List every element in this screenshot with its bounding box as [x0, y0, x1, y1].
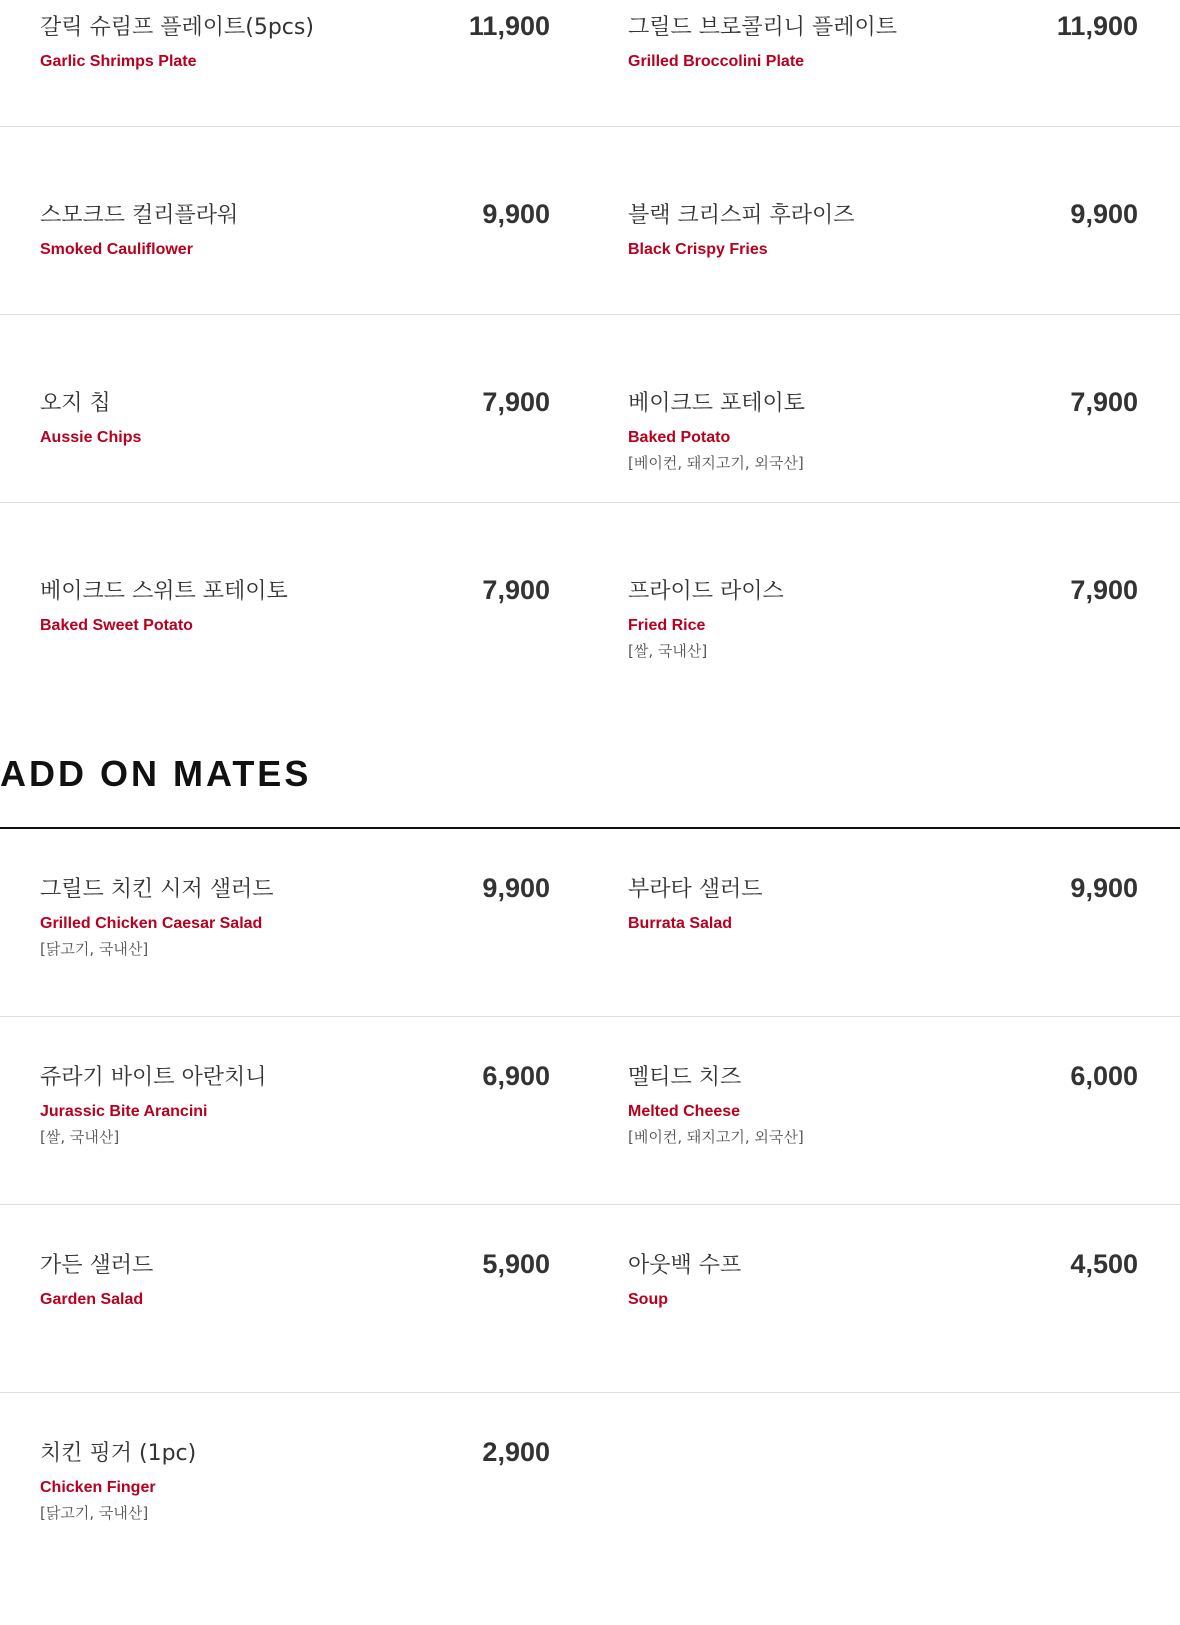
menu-item-name-en: Garden Salad — [40, 1291, 144, 1308]
menu-item-name-ko: 오지 칩 — [40, 391, 111, 416]
menu-item-name-ko: 프라이드 라이스 — [628, 579, 784, 604]
menu-item-origin: [쌀, 국내산] — [40, 1128, 120, 1146]
menu-item-price: 9,900 — [1070, 873, 1138, 903]
menu-item-price: 11,900 — [468, 11, 550, 41]
menu-item[interactable] — [628, 577, 1138, 765]
menu-item-price: 7,900 — [482, 387, 550, 417]
menu-item-name-en: Garlic Shrimps Plate — [40, 53, 197, 70]
menu-item[interactable] — [40, 1439, 550, 1625]
menu-item-name-ko: 블랙 크리스피 후라이즈 — [628, 203, 855, 228]
menu-item-name-en: Smoked Cauliflower — [40, 241, 193, 258]
menu-item-name-en: Chicken Finger — [40, 1479, 156, 1496]
menu-item-name-ko: 부라타 샐러드 — [628, 877, 763, 902]
menu-item-name-ko: 아웃백 수프 — [628, 1253, 742, 1278]
menu-item-name-en: Melted Cheese — [628, 1103, 741, 1120]
menu-item-origin: [닭고기, 국내산] — [40, 1504, 149, 1522]
menu-item-name-ko: 그릴드 치킨 시저 샐러드 — [40, 877, 274, 902]
menu-item-name-en: Baked Sweet Potato — [40, 617, 193, 634]
menu-row — [0, 127, 1180, 315]
menu-item-price: 7,900 — [482, 575, 550, 605]
menu-item-name-en: Soup — [628, 1291, 668, 1308]
menu-item-name-ko: 갈릭 슈림프 플레이트(5pcs) — [40, 15, 314, 40]
menu-item-price: 9,900 — [1070, 199, 1138, 229]
menu-row — [0, 503, 1180, 691]
menu-item-origin: [베이컨, 돼지고기, 외국산] — [628, 1128, 804, 1146]
menu-row — [0, 315, 1180, 503]
menu-item-name-ko: 베이크드 스위트 포테이토 — [40, 579, 288, 604]
menu-item-price: 5,900 — [482, 1249, 550, 1279]
menu-row — [0, 829, 1180, 1017]
menu-item-name-en: Grilled Broccolini Plate — [628, 53, 805, 70]
menu-item-name-ko: 멜티드 치즈 — [628, 1065, 742, 1090]
menu-row — [0, 1205, 1180, 1393]
menu-item-name-ko: 그릴드 브로콜리니 플레이트 — [628, 15, 898, 40]
section-title-add-on-mates: ADD ON MATES — [0, 753, 312, 794]
menu-item[interactable] — [40, 577, 550, 765]
menu-item-name-ko: 스모크드 컬리플라워 — [40, 203, 239, 228]
menu-item-price: 9,900 — [482, 873, 550, 903]
menu-item-origin: [닭고기, 국내산] — [40, 940, 149, 958]
menu-item-name-en: Black Crispy Fries — [628, 241, 768, 258]
menu-item-origin: [쌀, 국내산] — [628, 642, 708, 660]
menu-item-name-en: Grilled Chicken Caesar Salad — [40, 915, 263, 932]
menu-item-name-ko: 쥬라기 바이트 아란치니 — [40, 1065, 267, 1090]
menu-item-price: 7,900 — [1070, 387, 1138, 417]
menu-item-origin: [베이컨, 돼지고기, 외국산] — [628, 454, 804, 472]
menu-item-price: 11,900 — [1056, 11, 1138, 41]
menu-item-name-ko: 가든 샐러드 — [40, 1253, 154, 1278]
menu-item-price: 9,900 — [482, 199, 550, 229]
menu-row — [0, 1393, 1180, 1581]
menu-item-name-ko: 베이크드 포테이토 — [628, 391, 806, 416]
menu-item-name-en: Aussie Chips — [40, 429, 142, 446]
menu-item-price: 7,900 — [1070, 575, 1138, 605]
menu-item-price: 6,900 — [482, 1061, 550, 1091]
menu-item-name-en: Jurassic Bite Arancini — [40, 1103, 208, 1120]
menu-item-name-en: Baked Potato — [628, 429, 731, 446]
menu-item-price: 6,000 — [1070, 1061, 1138, 1091]
menu-item-name-en: Fried Rice — [628, 617, 706, 634]
menu-row — [0, 1017, 1180, 1205]
menu-row — [0, 0, 1180, 127]
menu-item-price: 4,500 — [1070, 1249, 1138, 1279]
menu-item-price: 2,900 — [482, 1437, 550, 1467]
menu-item-name-en: Burrata Salad — [628, 915, 733, 932]
menu-item-name-ko: 치킨 핑거 (1pc) — [40, 1441, 197, 1466]
